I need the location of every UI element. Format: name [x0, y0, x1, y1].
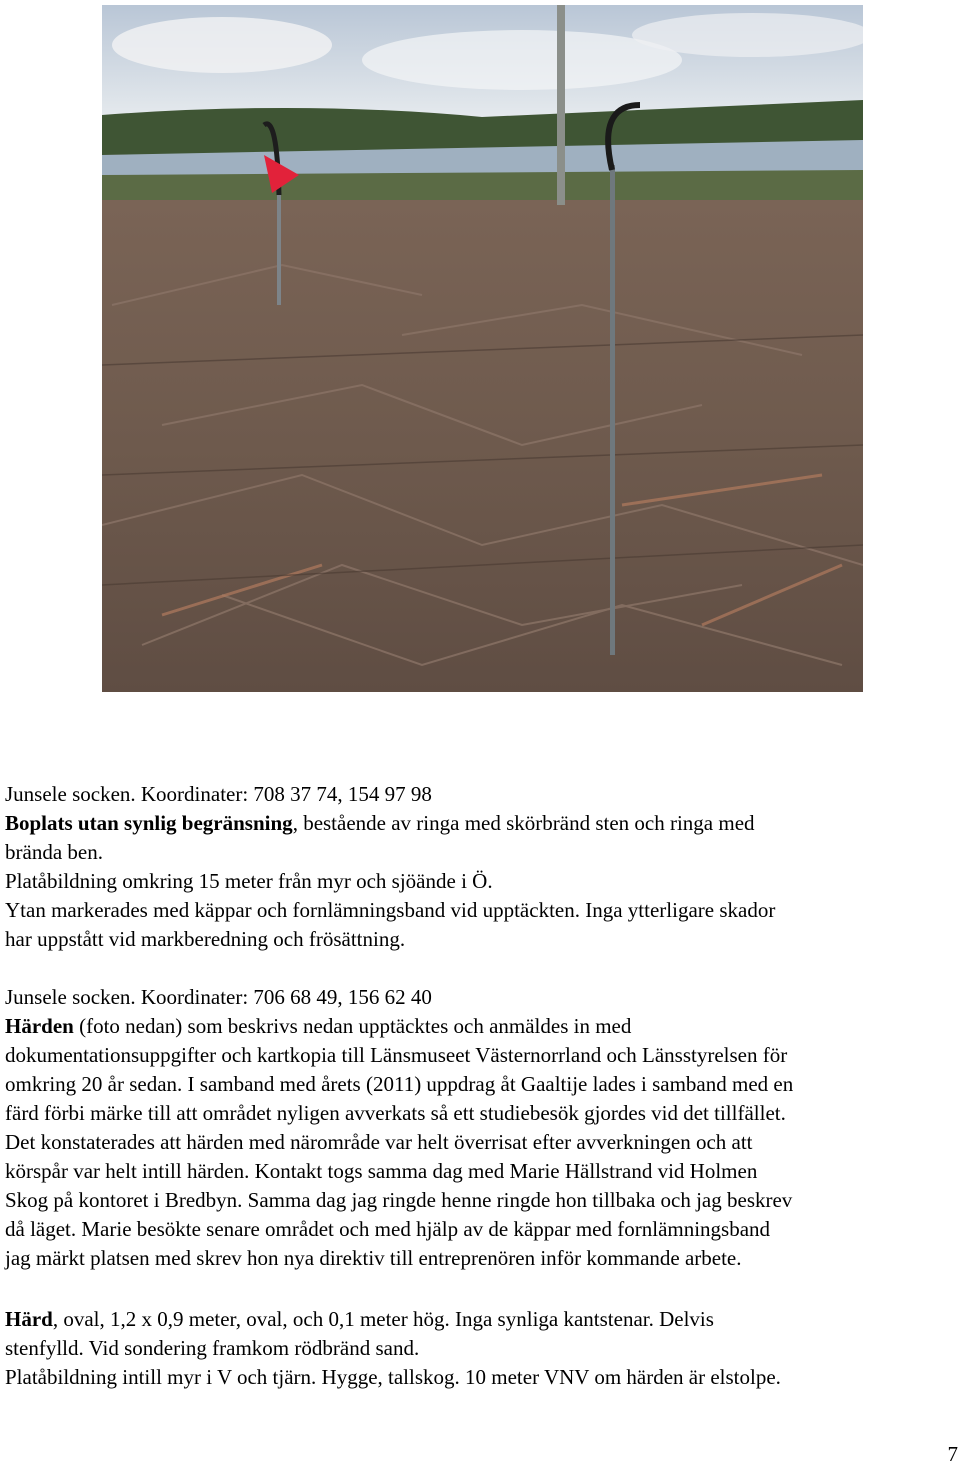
entry-text-line: Ytan markerades med käppar och fornlämningsband vid upptäckten. Inga ytterligare skador: [5, 898, 776, 922]
entry-text-line: då läget. Marie besökte senare området och med hjälp av de käppar med fornlämningsband: [5, 1217, 771, 1241]
entry-coordinates: Junsele socken. Koordinater: 706 68 49, 156 62 40: [5, 985, 432, 1009]
entry-text-line: Det konstaterades att härden med närområde var helt överrisat efter avverkningen och att: [5, 1130, 753, 1154]
entry-text-line: omkring 20 år sedan. I samband med årets (2011) uppdrag åt Gaaltije lades i samband med en: [5, 1072, 794, 1096]
entry-coordinates: Junsele socken. Koordinater: 708 37 74, 154 97 98: [5, 782, 432, 806]
entry-description: Boplats utan synlig begränsning, bestående av ringa med skörbränd sten och ringa med: [5, 811, 755, 835]
entry-boplats: [5, 780, 957, 954]
entry-text-line: jag märkt platsen med skrev hon nya direktiv till entreprenören inför kommande arbete.: [5, 1246, 742, 1270]
entry-description: Härd, oval, 1,2 x 0,9 meter, oval, och 0,1 meter hög. Inga synliga kantstenar. Delvis: [5, 1307, 714, 1331]
entry-text-line: har uppstått vid markberedning och frösättning.: [5, 927, 406, 951]
entry-text-line: färd förbi märke till att området nyligen avverkats så ett studiebesök gjordes vid det tillfället.: [5, 1101, 786, 1125]
page-number: 7: [947, 1442, 958, 1466]
entry-text-line: stenfylld. Vid sondering framkom rödbränd sand.: [5, 1336, 420, 1360]
entry-text-line: Skog på kontoret i Bredbyn. Samma dag jag ringde henne ringde hon tillbaka och jag beskrev: [5, 1188, 793, 1212]
entry-harden: [5, 983, 957, 1273]
entry-text-line: Platåbildning intill myr i V och tjärn. Hygge, tallskog. 10 meter VNV om härden är elstolpe.: [5, 1365, 781, 1389]
entry-description: Härden (foto nedan) som beskrivs nedan upptäcktes och anmäldes in med: [5, 1014, 632, 1038]
entry-heading: Härden: [5, 1014, 74, 1038]
site-photo: [102, 5, 863, 692]
entry-text-line: Platåbildning omkring 15 meter från myr och sjöände i Ö.: [5, 869, 493, 893]
entry-text-line: brända ben.: [5, 840, 103, 864]
entry-text-line: dokumentationsuppgifter och kartkopia till Länsmuseet Västernorrland och Länsstyrelsen för: [5, 1043, 788, 1067]
entry-heading: Härd: [5, 1307, 53, 1331]
entry-heading: Boplats utan synlig begränsning: [5, 811, 293, 835]
entry-hard: [5, 1305, 957, 1392]
entry-text-line: körspår var helt intill härden. Kontakt togs samma dag med Marie Hällstrand vid Holmen: [5, 1159, 758, 1183]
